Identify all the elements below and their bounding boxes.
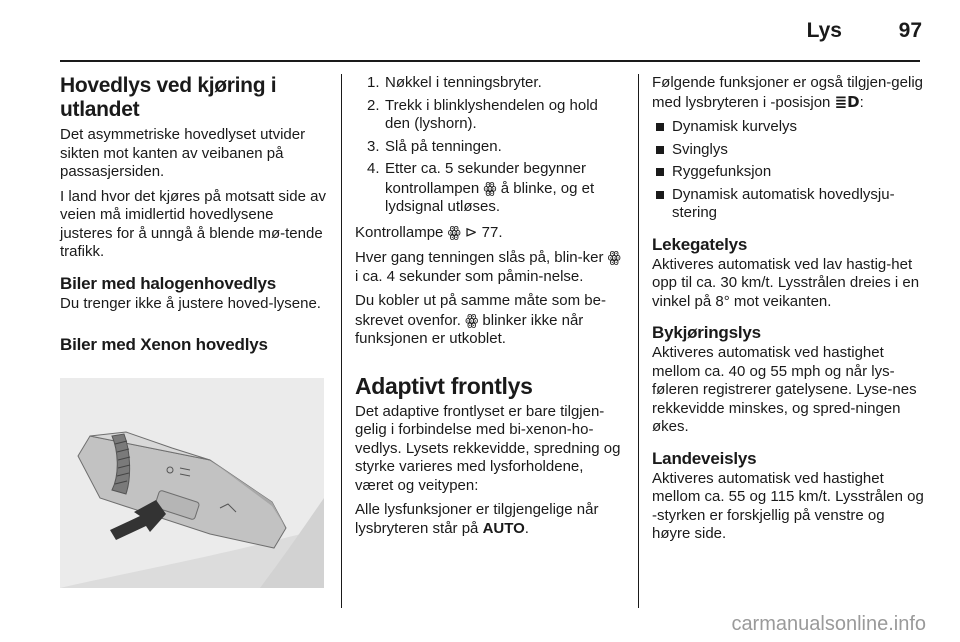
step-text: Slå på tenningen. bbox=[385, 137, 502, 155]
bullet-icon bbox=[656, 146, 664, 154]
step-item bbox=[355, 138, 623, 157]
step-item bbox=[355, 74, 623, 93]
paragraph-city-light: Aktiveres automatisk ved hastighet mellom ca. 40 og 55 mph og når lys-føleren registrerer gatelysene. Lyse-nes rekkevidde minskes, og spred-ningen økes. bbox=[652, 344, 917, 435]
page-header bbox=[0, 0, 960, 60]
column-2 bbox=[355, 74, 623, 544]
heading-adaptive-light: Adaptivt frontlys bbox=[355, 372, 533, 399]
intro-text-b: : bbox=[859, 93, 864, 111]
step-number: 2. bbox=[367, 96, 380, 114]
page-reference: 77. bbox=[481, 223, 503, 241]
warning-lamp-icon: ꙮ bbox=[465, 310, 479, 329]
step-number: 4. bbox=[367, 160, 380, 177]
section-title: Lys bbox=[806, 19, 842, 42]
step-text: Nøkkel i tenningsbryter. bbox=[385, 74, 542, 91]
page-reference-arrow-icon: ⊳ bbox=[464, 222, 478, 241]
heading-play-street: Lekegatelys bbox=[652, 234, 748, 254]
paragraph-halogen: Du trenger ikke å justere hoved-lysene. bbox=[60, 294, 321, 312]
list-item bbox=[652, 118, 924, 137]
step-text-b: å blinke, og et lydsignal utløses. bbox=[385, 179, 595, 215]
column-divider-1 bbox=[341, 74, 342, 608]
all-functions-text: Alle lysfunksjoner er tilgjengelige når lysbryteren står på bbox=[355, 501, 599, 537]
page-number: 97 bbox=[898, 19, 922, 42]
stalk-illustration-svg bbox=[60, 378, 324, 588]
function-list bbox=[652, 118, 924, 223]
every-time-text-b: i ca. 4 sekunder som påmin-nelse. bbox=[355, 267, 584, 285]
list-item-text: Svinglys bbox=[672, 140, 728, 158]
heading-city-light: Bykjøringslys bbox=[652, 323, 761, 342]
paragraph-intro bbox=[652, 74, 924, 112]
list-item-text: Ryggefunksjon bbox=[672, 163, 772, 180]
disable-text-b: blinker ikke når funksjonen er utkoblet. bbox=[355, 311, 584, 347]
column-divider-2 bbox=[638, 74, 639, 608]
step-text-a: Etter ca. 5 sekunder begynner kontrollampen bbox=[385, 160, 586, 197]
list-item-text: Dynamisk automatisk hovedlysju-stering bbox=[672, 185, 895, 221]
paragraph-country-road: Aktiveres automatisk ved hastighet mellom ca. 55 og 115 km/t. Lysstrålen og -styrken er forskjellig på venstre og høyre side. bbox=[652, 469, 924, 542]
bullet-icon bbox=[656, 168, 664, 176]
heading-country-road: Landeveislys bbox=[652, 448, 757, 468]
disable-text-a: Du kobler ut på samme måte som be-skrevet ovenfor. bbox=[355, 292, 606, 329]
every-time-text-a: Hver gang tenningen slås på, blin-ker bbox=[355, 249, 604, 266]
paragraph-asymmetric: Det asymmetriske hovedlyset utvider sikten mot kanten av veibanen på passasjersiden. bbox=[60, 126, 306, 180]
list-item bbox=[652, 186, 924, 223]
paragraph-disable bbox=[355, 292, 623, 349]
headlight-icon: ≣D bbox=[834, 92, 860, 111]
step-text: Trekk i blinklyshendelen og hold den (lyshorn). bbox=[385, 96, 598, 132]
column-3 bbox=[652, 74, 924, 550]
paragraph-play-street: Aktiveres automatisk ved lav hastig-het opp til ca. 30 km/t. Lysstrålen dreies i en vinkel på 8° mot veikanten. bbox=[652, 255, 920, 310]
paragraph-adaptive: Det adaptive frontlyset er bare tilgjen-gelig i forbindelse med bi-xenon-ho-vedlys. Lysets rekkevidde, spredning og styrke varieres med lysforholdene, været og veitypen: bbox=[355, 402, 621, 494]
step-number: 3. bbox=[367, 137, 380, 155]
step-item bbox=[355, 97, 623, 134]
heading-foreign-driving: Hovedlys ved kjøring i utlandet bbox=[60, 74, 277, 121]
auto-label: AUTO bbox=[482, 519, 525, 537]
bullet-icon bbox=[656, 191, 664, 199]
paragraph-control-lamp bbox=[355, 223, 623, 243]
header-rule bbox=[60, 60, 920, 62]
step-number: 1. bbox=[367, 74, 380, 91]
stalk-illustration bbox=[60, 378, 324, 588]
step-item bbox=[355, 160, 623, 217]
heading-halogen: Biler med halogenhovedlys bbox=[60, 273, 277, 293]
heading-xenon: Biler med Xenon hovedlys bbox=[60, 335, 268, 354]
paragraph-other-side: I land hvor det kjøres på motsatt side av veien må imidlertid hovedlysene justeres for å unngå å blende mø-tende trafikk. bbox=[60, 187, 326, 260]
warning-lamp-icon: ꙮ bbox=[607, 248, 621, 266]
paragraph-every-time bbox=[355, 248, 623, 286]
list-item bbox=[652, 163, 924, 182]
warning-lamp-icon: ꙮ bbox=[447, 222, 461, 241]
intro-text-a: Følgende funksjoner er også tilgjen-gelig med lysbryteren i -posisjon bbox=[652, 74, 923, 111]
warning-lamp-icon: ꙮ bbox=[483, 178, 497, 197]
list-item-text: Dynamisk kurvelys bbox=[672, 118, 798, 135]
column-1 bbox=[60, 74, 328, 356]
period: . bbox=[524, 519, 529, 537]
bullet-icon bbox=[656, 123, 664, 131]
paragraph-all-functions bbox=[355, 501, 623, 538]
steps-list bbox=[355, 74, 623, 217]
watermark: carmanualsonline.info bbox=[731, 613, 926, 635]
control-lamp-label: Kontrollampe bbox=[355, 223, 444, 241]
list-item bbox=[652, 141, 924, 160]
